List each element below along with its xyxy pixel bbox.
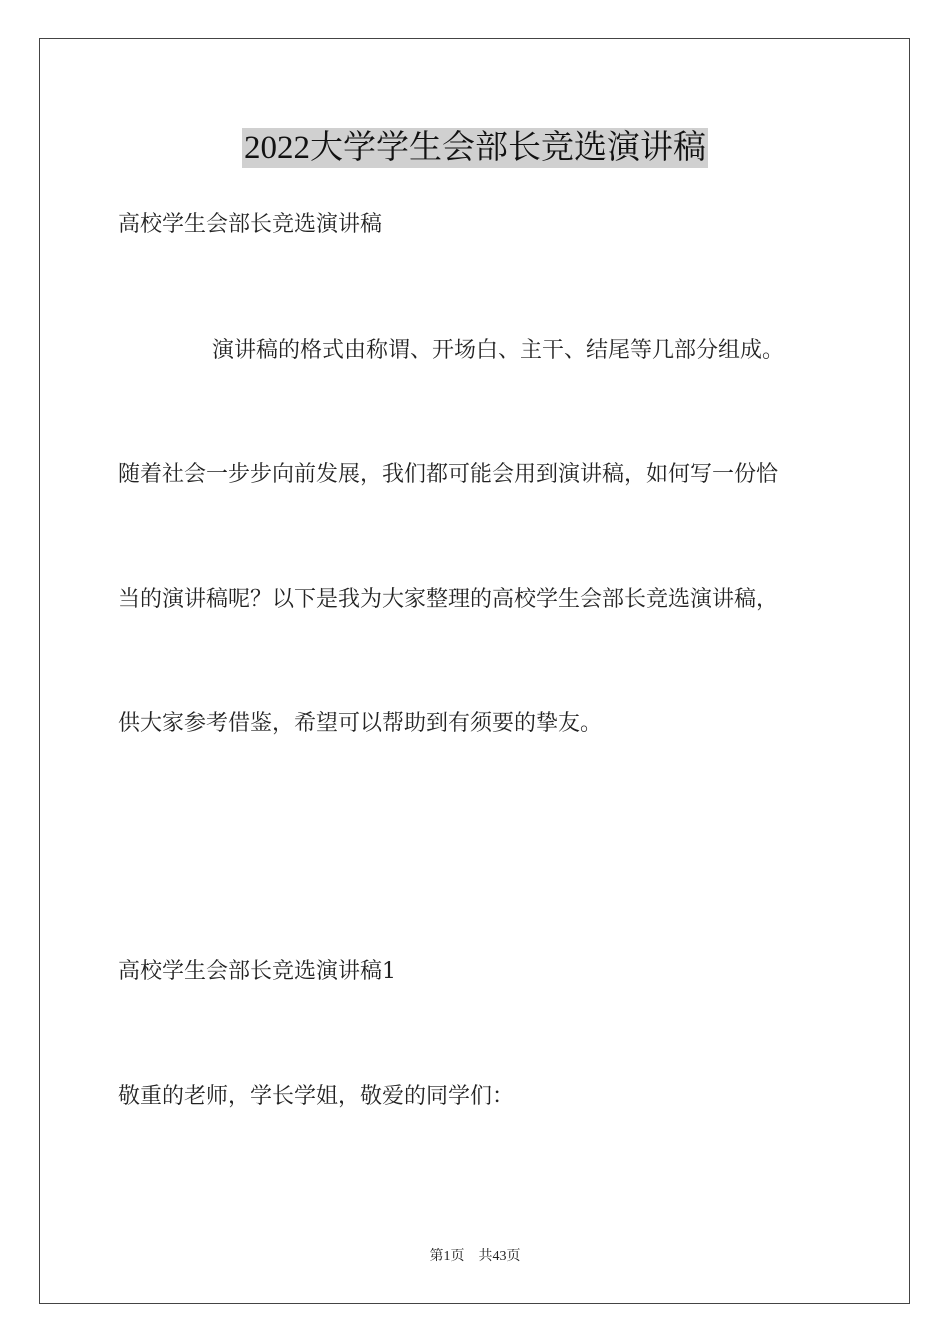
page-number: 第1页 xyxy=(429,1249,465,1264)
salutation-line: 敬重的老师，学长学姐，敬爱的同学们： xyxy=(118,1084,515,1109)
page-footer xyxy=(0,1247,950,1267)
section-heading: 高校学生会部长竞选演讲稿1 xyxy=(118,959,396,984)
document-title-text: 2022大学学生会部长竞选演讲稿 xyxy=(244,130,706,166)
paragraph-line: 随着社会一步步向前发展，我们都可能会用到演讲稿，如何写一份恰 xyxy=(118,462,779,487)
page-total: 共43页 xyxy=(478,1249,521,1264)
paragraph-line: 当的演讲稿呢？以下是我为大家整理的高校学生会部长竞选演讲稿， xyxy=(118,587,779,612)
subtitle-line: 高校学生会部长竞选演讲稿 xyxy=(118,212,383,237)
document-title xyxy=(0,128,950,168)
paragraph-line: 供大家参考借鉴，希望可以帮助到有须要的挚友。 xyxy=(118,711,603,736)
paragraph-line: 演讲稿的格式由称谓、开场白、主干、结尾等几部分组成。 xyxy=(212,338,785,363)
